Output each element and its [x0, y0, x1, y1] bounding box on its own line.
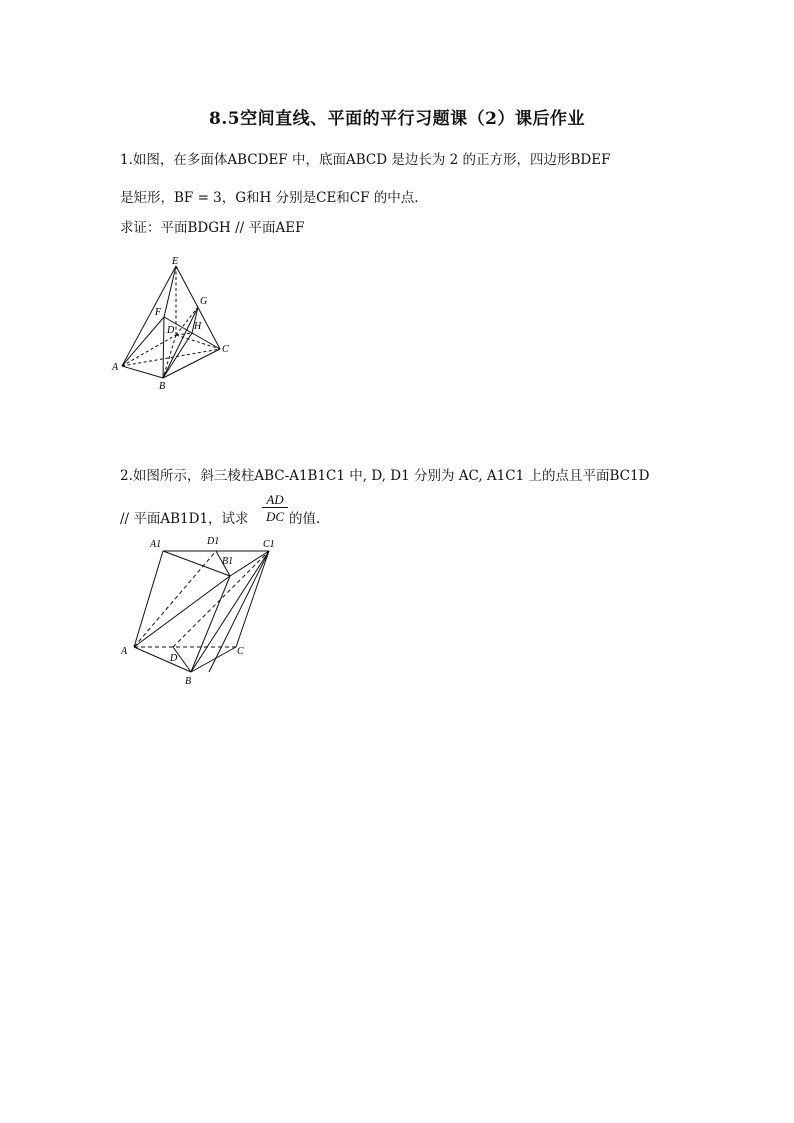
label-B: B [185, 676, 192, 687]
problem1-text-line2: 是矩形，BF = 3，G和H 分别是CE和CF 的中点. [120, 190, 419, 206]
edge-AA1 [134, 551, 163, 647]
label-D: D [170, 653, 178, 664]
edge-BC [163, 349, 220, 378]
edge-FA [122, 317, 164, 366]
edge-EA [122, 266, 176, 366]
label-B1: B1 [222, 556, 234, 567]
label-A1: A1 [150, 539, 162, 550]
ratio-fraction [262, 492, 288, 525]
label-B: B [159, 381, 166, 392]
problem2-text-line1: 2.如图所示，斜三棱柱ABC-A1B1C1 中, D, D1 分别为 AC, A1C1 上的点且平面BC1D [120, 468, 650, 484]
label-D: D [167, 325, 175, 336]
fraction-numerator: AD [262, 492, 288, 508]
problem1-text-line3: 求证：平面BDGH // 平面AEF [120, 220, 305, 236]
label-C: C [237, 646, 244, 657]
edge-AB [122, 366, 163, 378]
edge-BC1 [191, 551, 269, 672]
problem1-text-line1: 1.如图，在多面体ABCDEF 中，底面ABCD 是边长为 2 的正方形，四边形BDEF [120, 152, 611, 168]
edge-A1B1 [163, 551, 230, 576]
edge-BC [191, 647, 236, 672]
label-C1: C1 [263, 539, 275, 550]
edge-BG [163, 307, 198, 378]
edge-FB [163, 317, 164, 378]
edge-AD1-hidden [134, 551, 216, 647]
label-E: E [172, 256, 179, 267]
label-A: A [112, 362, 119, 373]
label-F: F [155, 307, 162, 318]
label-D1: D1 [207, 536, 220, 547]
edge-CC1 [236, 551, 269, 647]
label-C: C [222, 344, 229, 355]
label-A: A [121, 646, 128, 657]
problem2-text-line2-before: // 平面AB1D1，试求 [120, 511, 249, 527]
page-title: 8.5空间直线、平面的平行习题课（2）课后作业 [209, 109, 585, 129]
edge-EF [164, 266, 176, 317]
problem2-prism-figure [112, 530, 287, 699]
problem1-polyhedron-figure [108, 252, 248, 401]
label-G: G [200, 296, 208, 307]
label-H: H [194, 321, 202, 332]
problem2-text-line2-after: 的值. [289, 511, 321, 527]
fraction-denominator: DC [265, 509, 285, 524]
